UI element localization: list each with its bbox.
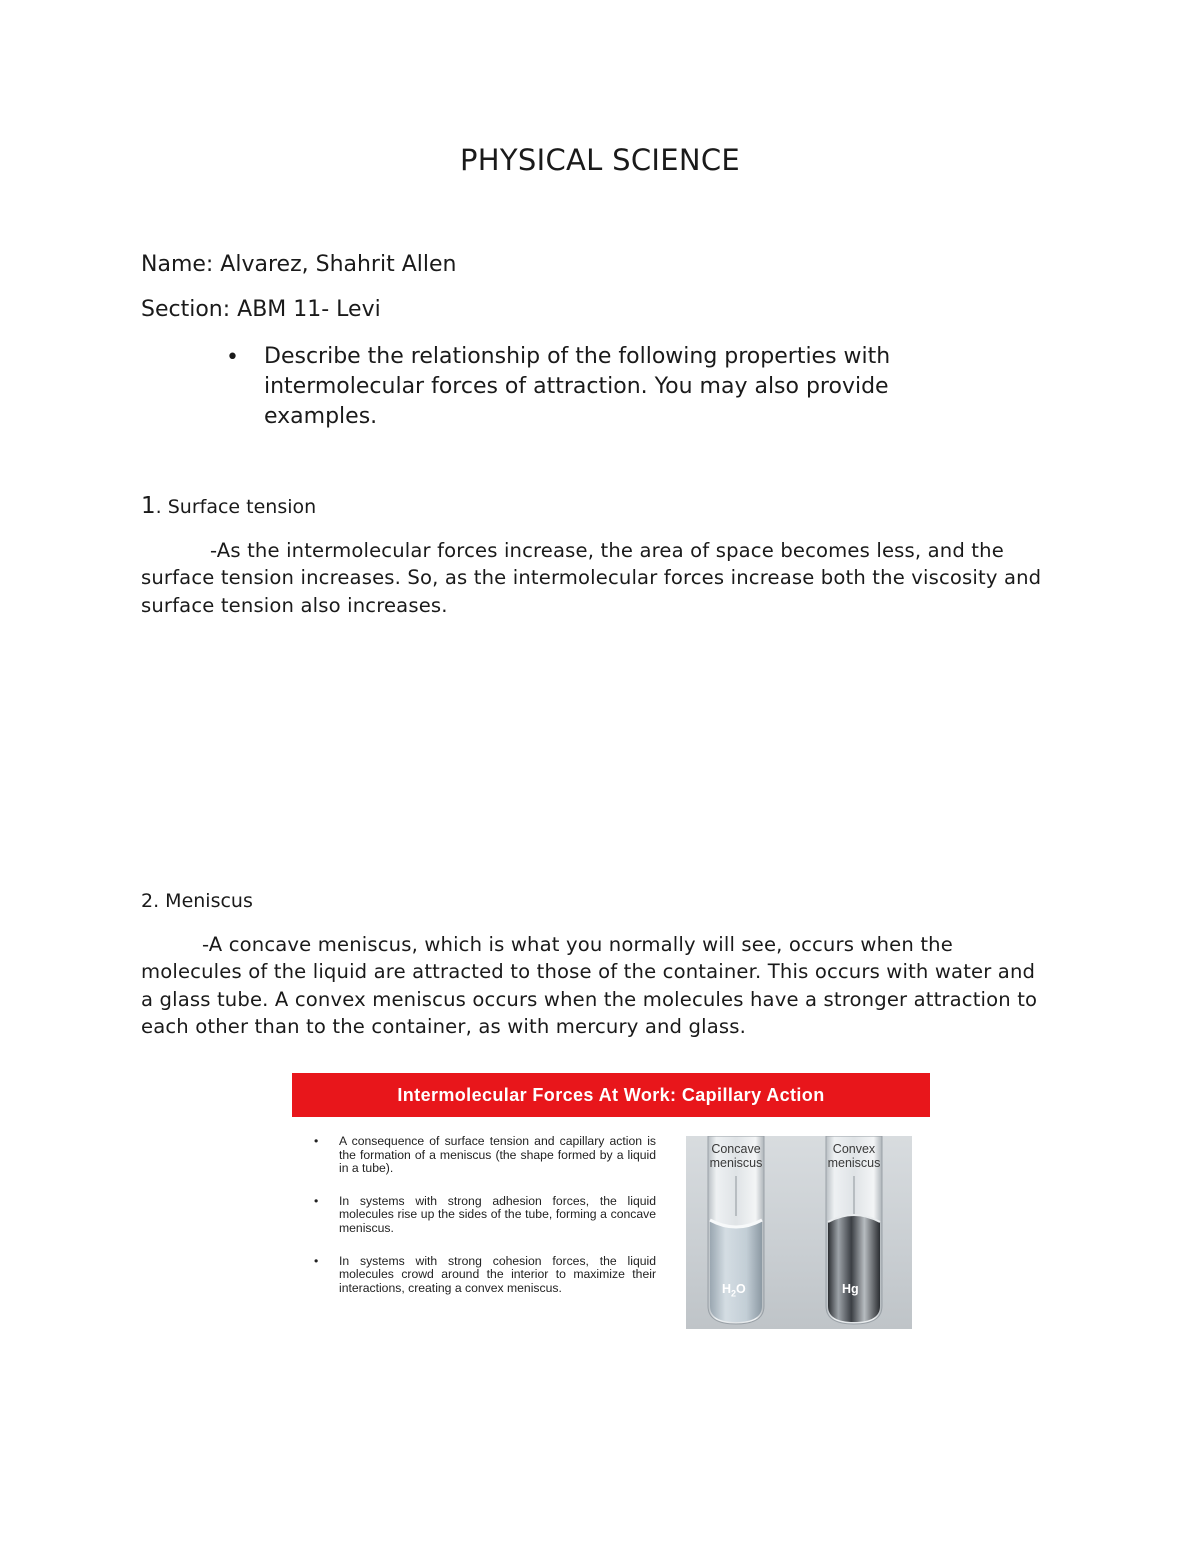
figure-bullet xyxy=(312,1255,656,1296)
figure-bullet-text: In systems with strong adhesion forces, the liquid molecules rise up the sides of the tube, forming a concave meniscus. xyxy=(339,1193,656,1235)
item-number: 1 xyxy=(141,493,156,519)
bullet-icon: • xyxy=(314,1134,319,1148)
item-heading-label: . Surface tension xyxy=(155,496,317,518)
item-answer-meniscus: -A concave meniscus, which is what you normally will see, occurs when the molecules of the liquid are attracted to those of the container. This occurs with water and a glass tube. A convex meniscus occurs when the molecules have a stronger attraction to each other than to the container, as with mercury and glass. xyxy=(141,933,1038,1038)
bullet-icon: • xyxy=(314,1193,319,1208)
student-name: Name: Alvarez, Shahrit Allen xyxy=(141,252,457,277)
bullet-icon: • xyxy=(314,1253,319,1268)
figure-bullet-text: In systems with strong cohesion forces, the liquid molecules crowd around the interior to maximize their interactions, creating a convex meniscus. xyxy=(339,1253,656,1295)
figure-banner: Intermolecular Forces At Work: Capillary Action xyxy=(292,1073,930,1117)
item-answer-surface-tension: -As the intermolecular forces increase, the area of space becomes less, and the surface tension increases. So, as the intermolecular forces increase both the viscosity and surface tension also increases. xyxy=(141,539,1042,617)
item-number: 2 xyxy=(141,890,154,912)
capillary-action-figure xyxy=(292,1073,932,1343)
figure-bullet xyxy=(312,1195,656,1236)
instruction-text: Describe the relationship of the following properties with intermolecular forces of attraction. You may also provide examples. xyxy=(264,344,891,429)
figure-bullet xyxy=(312,1135,656,1176)
bullet-icon: • xyxy=(226,345,239,370)
instruction-bullet xyxy=(226,342,986,432)
item-heading-surface-tension xyxy=(141,493,316,519)
mercury-formula: Hg xyxy=(842,1282,859,1296)
figure-bullet-text: A consequence of surface tension and capillary action is the formation of a meniscus (the shape formed by a liquid in a tube). xyxy=(339,1134,656,1176)
item-heading-label: . Meniscus xyxy=(153,890,253,912)
student-section: Section: ABM 11- Levi xyxy=(141,297,381,322)
item-heading-meniscus xyxy=(141,890,253,912)
water-formula: $H_2O$ xyxy=(722,1282,746,1299)
concave-label: Concave meniscus xyxy=(709,1142,763,1170)
figure-bullet-list xyxy=(312,1135,656,1314)
meniscus-photo xyxy=(686,1136,912,1329)
convex-label: Convex meniscus xyxy=(827,1142,881,1170)
document-title: PHYSICAL SCIENCE xyxy=(459,143,741,177)
